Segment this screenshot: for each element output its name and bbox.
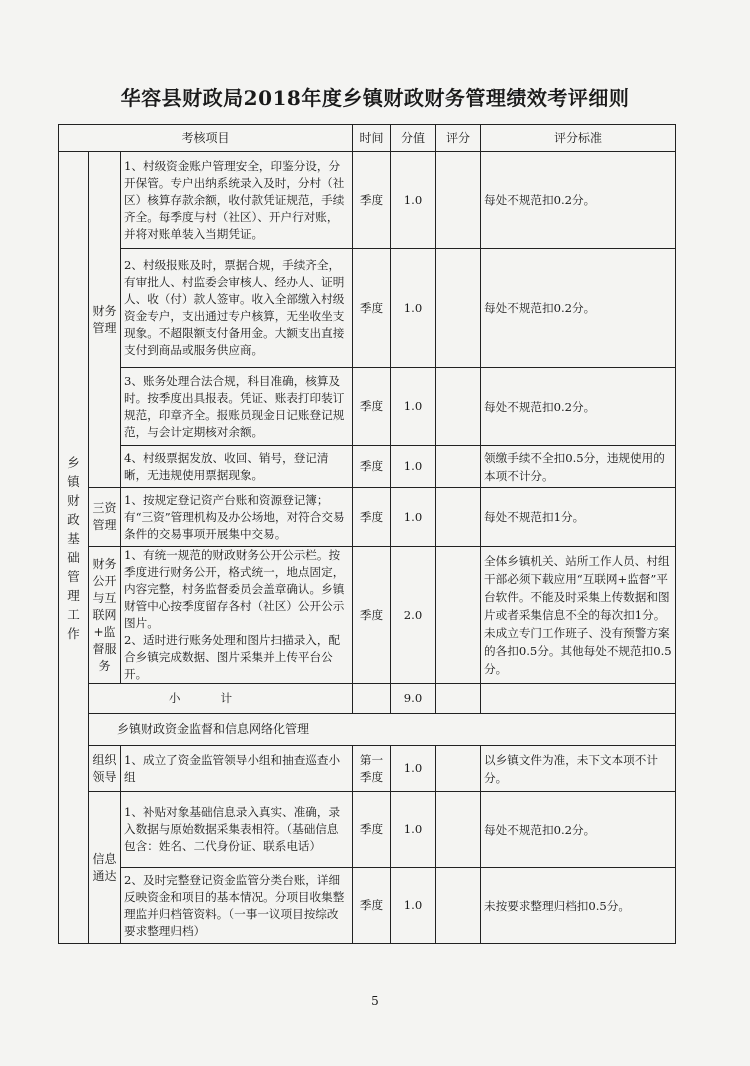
header-time: 时间	[353, 125, 391, 152]
item-content: 1、补贴对象基础信息录入真实、准确，录入数据与原始数据采集表相符。（基础信息包含：姓名、二代身份证、联系电话）	[121, 792, 353, 868]
item-score: 1.0	[391, 868, 436, 944]
table-row	[59, 446, 676, 488]
item-score: 2.0	[391, 547, 436, 684]
item-time: 季度	[353, 152, 391, 249]
item-criteria: 未按要求整理归档扣0.5分。	[481, 868, 676, 944]
assessment-table	[58, 124, 676, 944]
table-row	[59, 152, 676, 249]
item-content: 4、村级票据发放、收回、销号，登记清晰，无违规使用票据现象。	[121, 446, 353, 488]
subtotal-time	[353, 684, 391, 714]
item-content: 1、有统一规范的财政财务公开公示栏。按季度进行财务公开，格式统一，地点固定，内容完整，村务监督委员会盖章确认。乡镇财管中心按季度留存各村（社区）公开公示图片。 2、适时进行账务处理和图片扫描录入，配合乡镇完成数据、图片采集并上传平台公开。	[121, 547, 353, 684]
group-caiwu	[89, 152, 121, 488]
group-zuzhi	[89, 746, 121, 792]
item-criteria: 每处不规范扣0.2分。	[481, 249, 676, 368]
group-label: 三资管理	[92, 501, 117, 532]
subtotal-row	[59, 684, 676, 714]
table-row	[59, 868, 676, 944]
group-label: 信息通达	[92, 851, 117, 883]
header-score: 分值	[391, 125, 436, 152]
table-row	[59, 488, 676, 547]
section-heading: 乡镇财政资金监督和信息网络化管理	[89, 714, 676, 746]
item-criteria: 领缴手续不全扣0.5分，违规使用的本项不计分。	[481, 446, 676, 488]
category-label: 乡镇财政基础管理工作	[67, 454, 80, 641]
group-sanzi	[89, 488, 121, 547]
item-score: 1.0	[391, 488, 436, 547]
item-rating	[436, 792, 481, 868]
group-label: 财务管理	[92, 303, 117, 335]
item-time: 季度	[353, 249, 391, 368]
table-row	[59, 547, 676, 684]
item-content: 3、账务处理合法合规，科目准确，核算及时。按季度出具报表。凭证、账表打印装订规范，印章齐全。报账员现金日记账登记规范，与会计定期核对余额。	[121, 368, 353, 446]
group-gongkai	[89, 547, 121, 684]
item-criteria: 每处不规范扣1分。	[481, 488, 676, 547]
item-rating	[436, 152, 481, 249]
item-time: 季度	[353, 488, 391, 547]
header-rating: 评分	[436, 125, 481, 152]
table-header-row	[59, 125, 676, 152]
category-cell	[59, 152, 89, 944]
item-criteria: 以乡镇文件为准，未下文本项不计分。	[481, 746, 676, 792]
item-time: 季度	[353, 547, 391, 684]
table-row	[59, 746, 676, 792]
subtotal-criteria	[481, 684, 676, 714]
subtotal-score: 9.0	[391, 684, 436, 714]
item-score: 1.0	[391, 792, 436, 868]
item-time: 季度	[353, 368, 391, 446]
item-content: 1、按规定登记资产台账和资源登记簿；有“三资”管理机构及办公场地，对符合交易条件的交易事项开展集中交易。	[121, 488, 353, 547]
item-content: 1、村级资金账户管理安全，印鉴分设，分开保管。专户出纳系统录入及时，分村（社区）核算存款余额，收付款凭证规范，手续齐全。每季度与村（社区）、开户行对账，并将对账单装入当期凭证。	[121, 152, 353, 249]
header-criteria: 评分标准	[481, 125, 676, 152]
item-criteria: 全体乡镇机关、站所工作人员、村组干部必须下载应用“互联网+监督”平台软件。不能及时采集上传数据和图片或者采集信息不全的每次扣1分。未成立专门工作班子、没有预警方案的各扣0.5分。其他每处不规范扣0.5分。	[481, 547, 676, 684]
item-rating	[436, 368, 481, 446]
item-score: 1.0	[391, 368, 436, 446]
item-score: 1.0	[391, 746, 436, 792]
subtotal-label: 小计	[89, 684, 353, 714]
item-criteria: 每处不规范扣0.2分。	[481, 152, 676, 249]
item-score: 1.0	[391, 249, 436, 368]
item-content: 2、及时完整登记资金监管分类台账，详细反映资金和项目的基本情况。分项目收集整理监并归档管资料。（一事一议项目按综改要求整理归档）	[121, 868, 353, 944]
item-score: 1.0	[391, 446, 436, 488]
item-rating	[436, 868, 481, 944]
item-rating	[436, 488, 481, 547]
item-rating	[436, 746, 481, 792]
table-row	[59, 792, 676, 868]
group-xinxi	[89, 792, 121, 944]
table-row	[59, 249, 676, 368]
item-rating	[436, 547, 481, 684]
page-title: 华容县财政局2018年度乡镇财政财务管理绩效考评细则	[120, 86, 630, 110]
item-time: 第一季度	[353, 746, 391, 792]
item-content: 2、村级报账及时，票据合规，手续齐全，有审批人、村监委会审核人、经办人、证明人、收（付）款人签审。收入全部缴入村级资金专户，支出通过专户核算，无坐收坐支现象。不超限额支付备用金。大额支出直接支付到商品或服务供应商。	[121, 249, 353, 368]
item-rating	[436, 446, 481, 488]
table-row	[59, 368, 676, 446]
page-number: 5	[371, 994, 379, 1008]
item-criteria: 每处不规范扣0.2分。	[481, 368, 676, 446]
header-item: 考核项目	[59, 125, 353, 152]
item-score: 1.0	[391, 152, 436, 249]
group-label: 组织领导	[92, 752, 117, 784]
item-time: 季度	[353, 868, 391, 944]
item-rating	[436, 249, 481, 368]
section-row	[59, 714, 676, 746]
item-criteria: 每处不规范扣0.2分。	[481, 792, 676, 868]
item-time: 季度	[353, 792, 391, 868]
group-label: 财务公开与互联网+监督服务	[92, 556, 117, 673]
subtotal-rating	[436, 684, 481, 714]
item-time: 季度	[353, 446, 391, 488]
item-content: 1、成立了资金监管领导小组和抽查巡查小组	[121, 746, 353, 792]
